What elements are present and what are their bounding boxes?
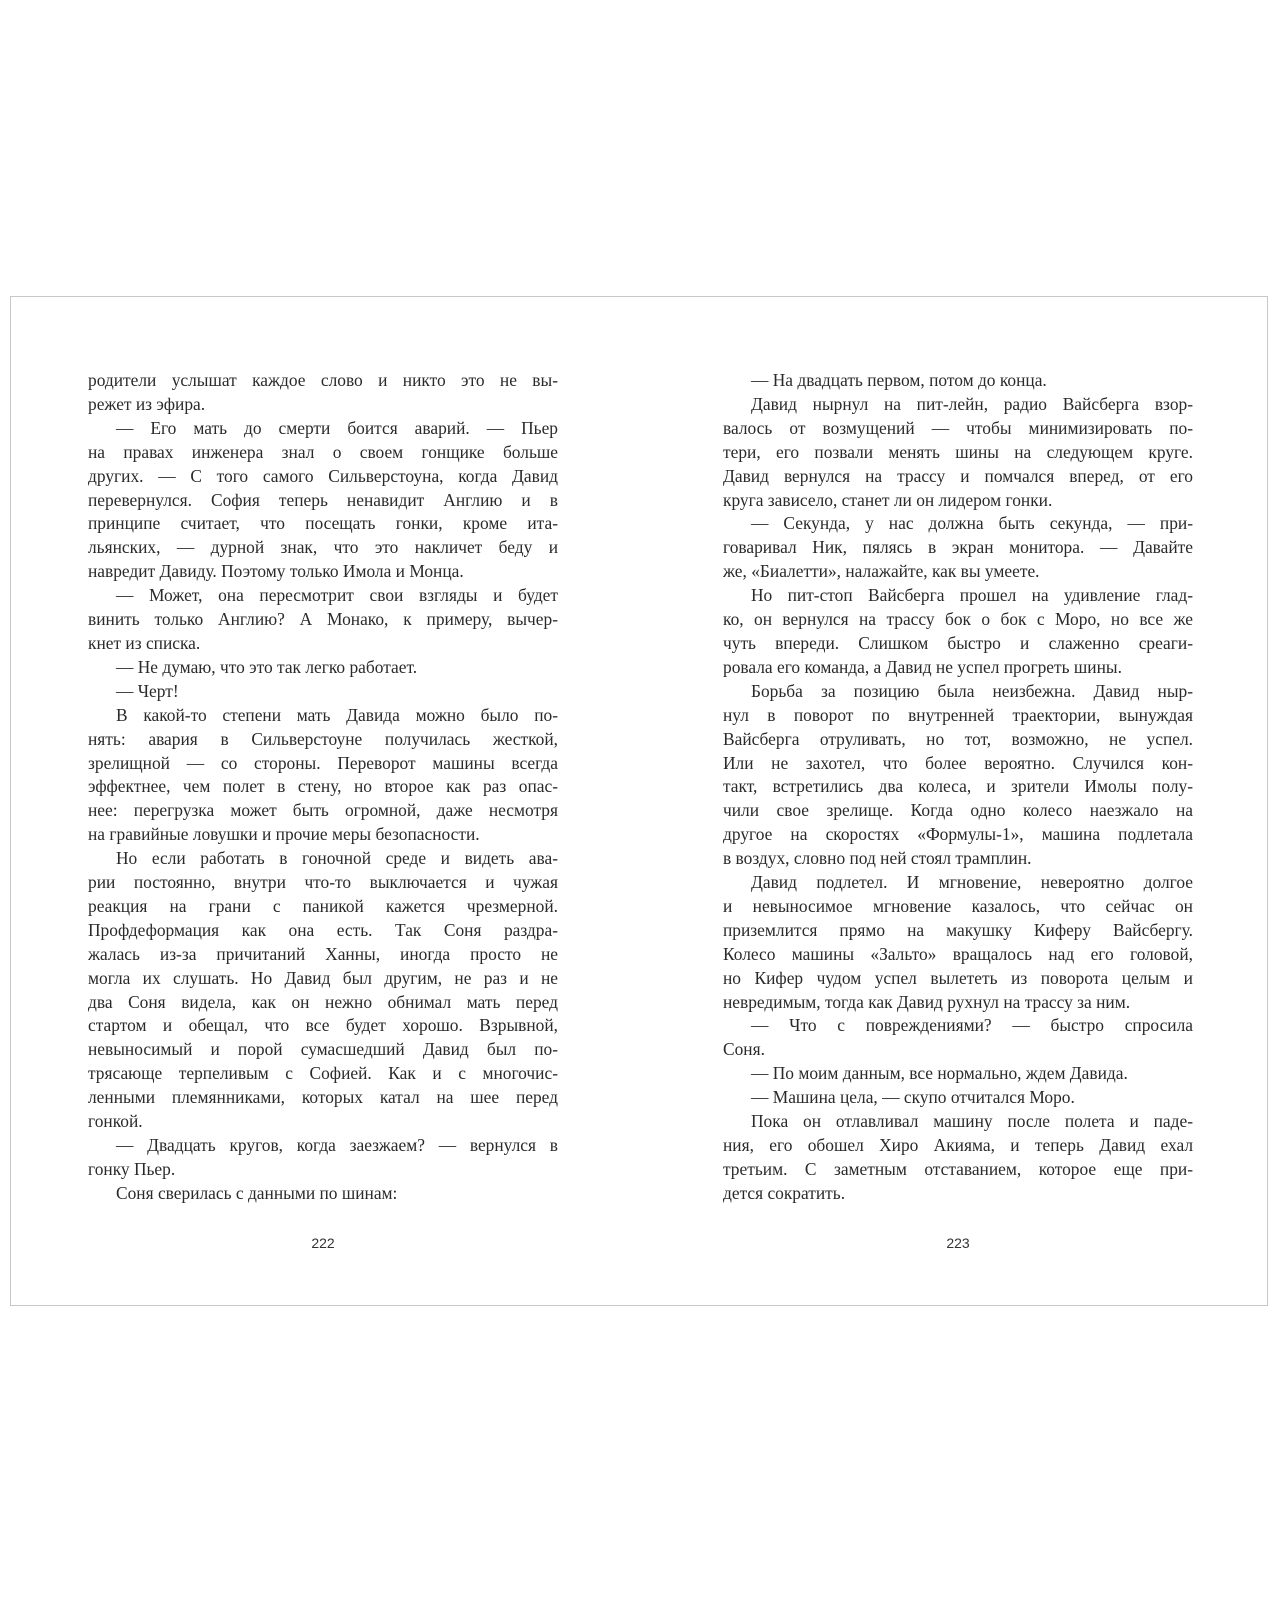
- text-line: — Может, она пересмотрит свои взгляды и будет: [116, 585, 558, 606]
- text-line: винить только Англию? А Монако, к примеру, вычер-: [88, 609, 558, 630]
- text-line: навредит Давиду. Поэтому только Имола и Монца.: [88, 561, 464, 582]
- text-line: жалась из-за причитаний Ханны, иногда просто не: [88, 943, 558, 964]
- text-line: Давид подлетел. И мгновение, невероятно долгое: [751, 872, 1193, 893]
- text-line: дется сократить.: [723, 1182, 846, 1203]
- text-line: же, «Биалетти», налажайте, как вы умеете.: [723, 561, 1040, 582]
- text-line: приземлится прямо на макушку Киферу Вайсбергу.: [723, 919, 1193, 940]
- text-line: рии постоянно, внутри что-то выключается и чужая: [88, 872, 558, 893]
- text-line: — По моим данным, все нормально, ждем Давида.: [751, 1063, 1128, 1084]
- text-line: гонку Пьер.: [88, 1158, 176, 1179]
- text-line: трясающе терпеливым с Софией. Как и с многочис-: [88, 1063, 558, 1084]
- left-page-number: 222: [311, 1235, 335, 1251]
- text-line: Соня сверилась с данными по шинам:: [116, 1182, 398, 1203]
- text-line: нул в поворот по внутренней траектории, вынуждая: [723, 704, 1193, 725]
- text-line: Но если работать в гоночной среде и видеть ава-: [116, 848, 558, 869]
- text-line: невредимым, тогда как Давид рухнул на трассу за ним.: [723, 991, 1131, 1012]
- text-line: чили свое зрелище. Когда одно колесо наезжало на: [723, 800, 1193, 821]
- text-line: такт, встретились два колеса, и зрители Имолы полу-: [723, 776, 1193, 797]
- text-line: нять: авария в Сильверстоуне получилась жесткой,: [88, 728, 558, 749]
- left-page-text: [88, 369, 558, 1206]
- text-line: — На двадцать первом, потом до конца.: [751, 370, 1047, 390]
- text-line: зрелищной — со стороны. Переворот машины всегда: [88, 752, 558, 773]
- text-line: невыносимый и порой сумасшедший Давид был по-: [88, 1039, 558, 1060]
- text-line: Или не захотел, что более вероятно. Случился кон-: [723, 752, 1193, 773]
- text-line: третьим. С заметным отставанием, которое еще при-: [723, 1158, 1193, 1179]
- text-line: кнет из списка.: [88, 632, 201, 653]
- right-page-text: [723, 369, 1193, 1206]
- text-line: Борьба за позицию была неизбежна. Давид ныр-: [751, 680, 1193, 701]
- text-line: принципе считает, что посещать гонки, кроме ита-: [88, 513, 558, 534]
- text-line: режет из эфира.: [88, 393, 206, 414]
- right-page-number: 223: [946, 1235, 970, 1251]
- text-line: на гравийные ловушки и прочие меры безопасности.: [88, 824, 480, 845]
- text-line: перевернулся. София теперь ненавидит Англию и в: [88, 489, 558, 510]
- text-line: Колесо машины «Зальто» вращалось над его головой,: [723, 943, 1193, 964]
- text-line: два Соня видела, как он нежно обнимал мать перед: [88, 991, 558, 1012]
- text-line: но Кифер чудом успел вылететь из поворота целым и: [723, 967, 1193, 988]
- text-line: — Не думаю, что это так легко работает.: [116, 656, 418, 677]
- text-line: — Черт!: [116, 680, 179, 701]
- text-line: валось от возмущений — чтобы минимизировать по-: [723, 417, 1193, 438]
- text-line: реакция на грани с паникой кажется чрезмерной.: [88, 895, 558, 916]
- text-line: других. — С того самого Сильверстоуна, когда Давид: [88, 465, 558, 486]
- text-line: Пока он отлавливал машину после полета и паде-: [751, 1111, 1193, 1132]
- text-line: гонкой.: [88, 1111, 143, 1132]
- text-line: — Его мать до смерти боится аварий. — Пьер: [116, 417, 558, 438]
- text-line: ровала его команда, а Давид не успел прогреть шины.: [723, 656, 1122, 677]
- text-line: стартом и обещал, что все будет хорошо. Взрывной,: [88, 1015, 558, 1036]
- text-line: Давид вернулся на трассу и помчался вперед, от его: [723, 465, 1193, 486]
- text-line: — Машина цела, — скупо отчитался Моро.: [751, 1087, 1075, 1108]
- text-line: ко, он вернулся на трассу бок о бок с Моро, но все же: [723, 609, 1193, 630]
- text-line: Профдеформация как она есть. Так Соня раздра-: [88, 919, 558, 940]
- text-line: льянских, — дурной знак, что это накличет беду и: [88, 537, 558, 558]
- book-spread: [10, 296, 1268, 1306]
- text-line: ния, его обошел Хиро Акияма, и теперь Давид ехал: [723, 1135, 1193, 1155]
- text-line: Вайсберга отруливать, но тот, возможно, не успел.: [723, 728, 1193, 749]
- text-line: круга зависело, станет ли он лидером гонки.: [723, 489, 1053, 510]
- text-line: В какой-то степени мать Давида можно было по-: [116, 704, 558, 725]
- text-line: Соня.: [723, 1039, 765, 1060]
- text-line: на правах инженера знал о своем гонщике больше: [88, 441, 558, 462]
- text-line: ленными племянниками, которых катал на шее перед: [88, 1087, 558, 1108]
- text-line: нее: перегрузка может быть огромной, даже несмотря: [88, 800, 558, 821]
- text-line: Но пит-стоп Вайсберга прошел на удивление глад-: [751, 585, 1193, 606]
- text-line: чуть впереди. Слишком быстро и слаженно среаги-: [723, 632, 1193, 653]
- text-line: — Секунда, у нас должна быть секунда, — при-: [751, 513, 1193, 534]
- text-line: родители услышат каждое слово и никто это не вы-: [88, 370, 558, 390]
- text-line: — Что с повреждениями? — быстро спросила: [751, 1015, 1193, 1036]
- text-line: могла их слушать. Но Давид был другим, не раз и не: [88, 967, 558, 988]
- text-line: и невыносимое мгновение казалось, что сейчас он: [723, 895, 1193, 916]
- text-line: другое на скоростях «Формулы-1», машина подлетала: [723, 824, 1193, 845]
- text-line: говаривал Ник, пялясь в экран монитора. — Давайте: [723, 537, 1193, 558]
- text-line: эффектнее, чем полет в стену, но второе как раз опас-: [88, 776, 558, 797]
- text-line: тери, его позвали менять шины на следующем круге.: [723, 441, 1193, 462]
- text-line: в воздух, словно под ней стоял трамплин.: [723, 848, 1032, 869]
- text-line: — Двадцать кругов, когда заезжаем? — вернулся в: [116, 1135, 558, 1155]
- text-line: Давид нырнул на пит-лейн, радио Вайсберга взор-: [751, 393, 1193, 414]
